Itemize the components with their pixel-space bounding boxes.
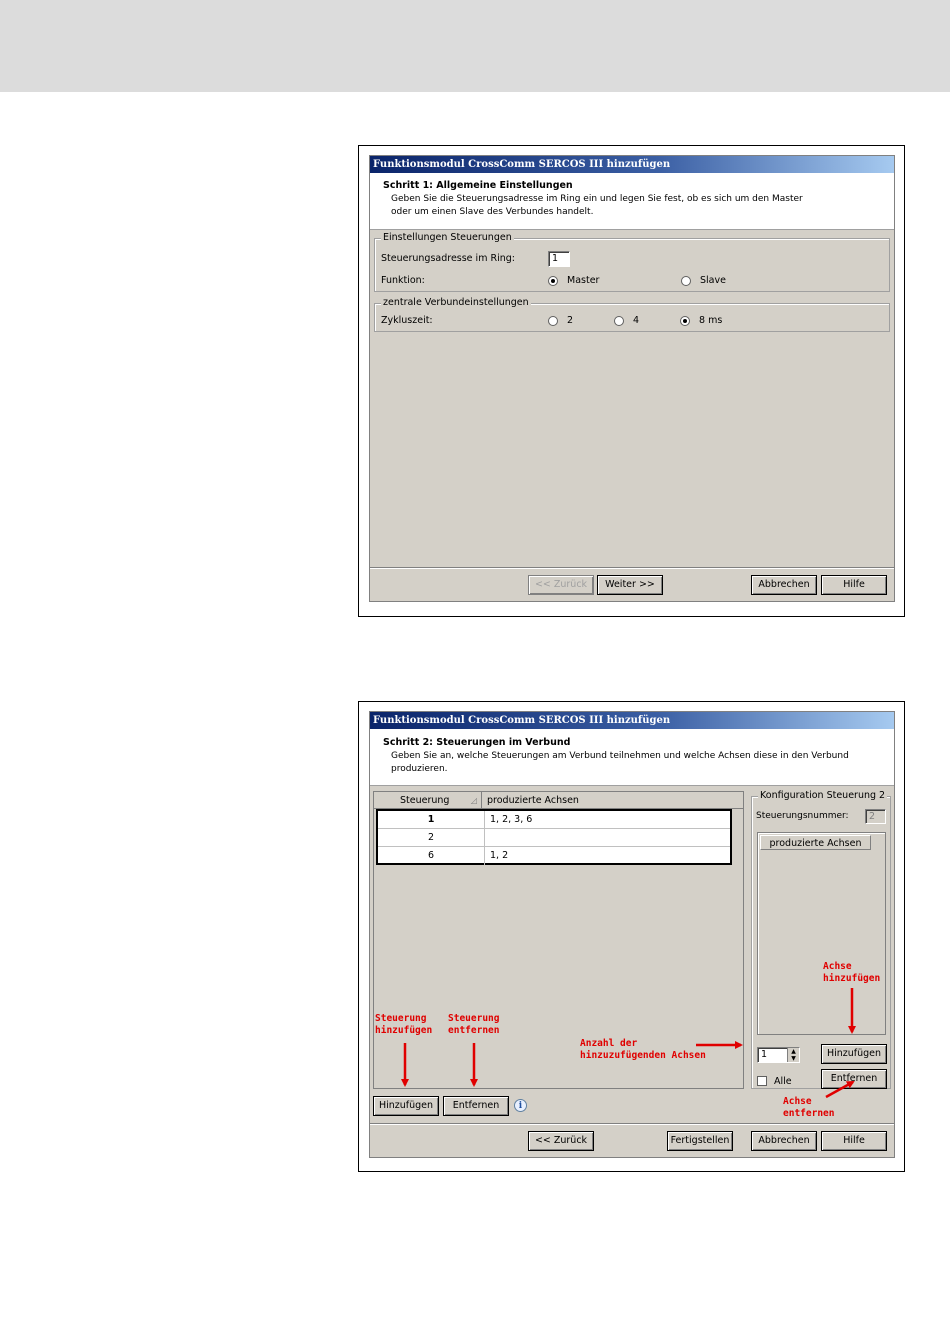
all-checkbox-label[interactable]: Alle xyxy=(774,1076,792,1087)
address-input[interactable]: 1 xyxy=(548,251,570,267)
annotation-line: Achse xyxy=(823,961,852,972)
help-button[interactable]: Hilfe xyxy=(821,575,887,595)
annotation-line: hinzufügen xyxy=(375,1025,433,1036)
controller-number-field: 2 xyxy=(865,809,886,824)
step-description-line2: oder um einen Slave des Verbundes handelt. xyxy=(391,207,594,217)
add-axis-button[interactable]: Hinzufügen xyxy=(821,1044,887,1064)
cell-achsen: 1, 2 xyxy=(490,850,509,861)
address-label: Steuerungsadresse im Ring: xyxy=(381,253,515,264)
column-header-achsen[interactable]: produzierte Achsen xyxy=(487,795,579,806)
sort-ascending-icon: ◿ xyxy=(470,796,477,805)
axes-list-header[interactable]: produzierte Achsen xyxy=(760,835,871,850)
group-label: zentrale Verbundeinstellungen xyxy=(383,297,529,308)
radio-cycle-8-label[interactable]: 8 ms xyxy=(699,315,723,326)
cycle-time-label: Zykluszeit: xyxy=(381,315,433,326)
group-label: Einstellungen Steuerungen xyxy=(383,232,512,243)
step-description-line1: Geben Sie an, welche Steuerungen am Verbund teilnehmen und welche Achsen diese in den Verbund xyxy=(391,751,849,761)
step-description-line2: produzieren. xyxy=(391,764,448,774)
cell-achsen: 1, 2, 3, 6 xyxy=(490,814,533,825)
radio-slave-label[interactable]: Slave xyxy=(700,275,726,286)
radio-master-label[interactable]: Master xyxy=(567,275,600,286)
step-title: Schritt 2: Steuerungen im Verbund xyxy=(383,737,571,748)
annotation-line: entfernen xyxy=(783,1108,835,1119)
cell-steuerung: 1 xyxy=(378,811,485,829)
radio-cycle-4-label[interactable]: 4 xyxy=(633,315,640,326)
cell-steuerung: 2 xyxy=(378,829,485,847)
annotation-line: Steuerung xyxy=(448,1013,500,1024)
annotation-line: hinzuzufügenden Achsen xyxy=(580,1050,706,1061)
column-label: Steuerung xyxy=(400,795,450,806)
remove-axis-button[interactable]: Entfernen xyxy=(821,1069,887,1089)
back-button[interactable]: << Zurück xyxy=(528,1131,594,1151)
controller-number-label: Steuerungsnummer: xyxy=(756,811,849,821)
annotation-line: hinzufügen xyxy=(823,973,881,984)
next-button[interactable]: Weiter >> xyxy=(597,575,663,595)
dialog-title: Funktionsmodul CrossComm SERCOS III hinzufügen xyxy=(370,156,894,173)
info-icon[interactable]: i xyxy=(514,1099,527,1112)
function-label: Funktion: xyxy=(381,275,425,286)
step-title: Schritt 1: Allgemeine Einstellungen xyxy=(383,180,573,191)
cancel-button[interactable]: Abbrechen xyxy=(751,575,817,595)
annotation-line: Achse xyxy=(783,1096,812,1107)
arrow-remove-axis xyxy=(826,1082,853,1097)
radio-cycle-2-label[interactable]: 2 xyxy=(567,315,574,326)
remove-controller-button[interactable]: Entfernen xyxy=(443,1096,509,1116)
cancel-button[interactable]: Abbrechen xyxy=(751,1131,817,1151)
spinner-value: 1 xyxy=(761,1049,768,1060)
finish-button[interactable]: Fertigstellen xyxy=(667,1131,733,1151)
annotation-line: Anzahl der xyxy=(580,1038,638,1049)
help-button[interactable]: Hilfe xyxy=(821,1131,887,1151)
back-button[interactable]: << Zurück xyxy=(528,575,594,595)
annotation-line: entfernen xyxy=(448,1025,500,1036)
step-description-line1: Geben Sie die Steuerungsadresse im Ring ein und legen Sie fest, ob es sich um den Master xyxy=(391,194,803,204)
group-label: Konfiguration Steuerung 2 xyxy=(760,790,886,801)
annotation-line: Steuerung xyxy=(375,1013,427,1024)
add-controller-button[interactable]: Hinzufügen xyxy=(373,1096,439,1116)
spinner-arrows-icon[interactable]: ▲ ▼ xyxy=(787,1048,799,1062)
dialog-title: Funktionsmodul CrossComm SERCOS III hinzufügen xyxy=(370,712,894,729)
cell-steuerung: 6 xyxy=(378,847,485,865)
